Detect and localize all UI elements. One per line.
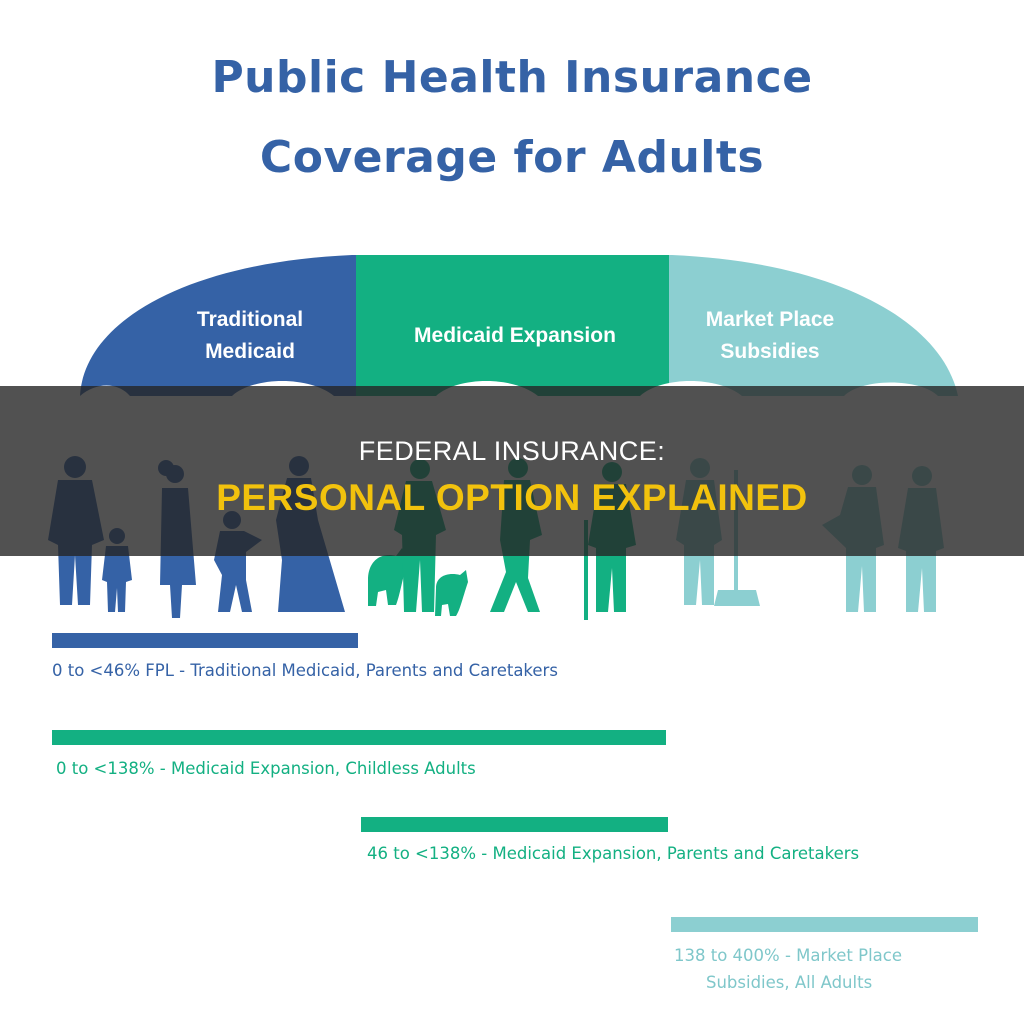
overlay-heading: FEDERAL INSURANCE: [358, 436, 666, 466]
caption-overlay [0, 386, 1024, 556]
range-label-expansion-parents: 46 to <138% - Medicaid Expansion, Parents and Caretakers [367, 844, 860, 863]
range-bar-expansion-childless [52, 730, 666, 745]
title-line-1: Public Health Insurance [211, 52, 813, 103]
range-label-market-place-line1: 138 to 400% - Market Place [674, 946, 902, 965]
range-bar-expansion-parents [361, 817, 668, 832]
range-label-expansion-childless: 0 to <138% - Medicaid Expansion, Childless Adults [56, 759, 476, 778]
range-bar-market-place [671, 917, 978, 932]
arch-label-expansion: Medicaid Expansion [414, 324, 616, 347]
range-label-traditional-medicaid: 0 to <46% FPL - Traditional Medicaid, Parents and Caretakers [52, 661, 558, 680]
overlay-subheading: PERSONAL OPTION EXPLAINED [216, 477, 808, 518]
arch-label-traditional: Traditional Medicaid [196, 308, 304, 363]
arch-label-market: Market Place Subsidies [705, 308, 835, 363]
title-line-2: Coverage for Adults [259, 132, 765, 183]
range-bar-traditional-medicaid [52, 633, 358, 648]
range-label-market-place-line2: Subsidies, All Adults [706, 973, 873, 992]
